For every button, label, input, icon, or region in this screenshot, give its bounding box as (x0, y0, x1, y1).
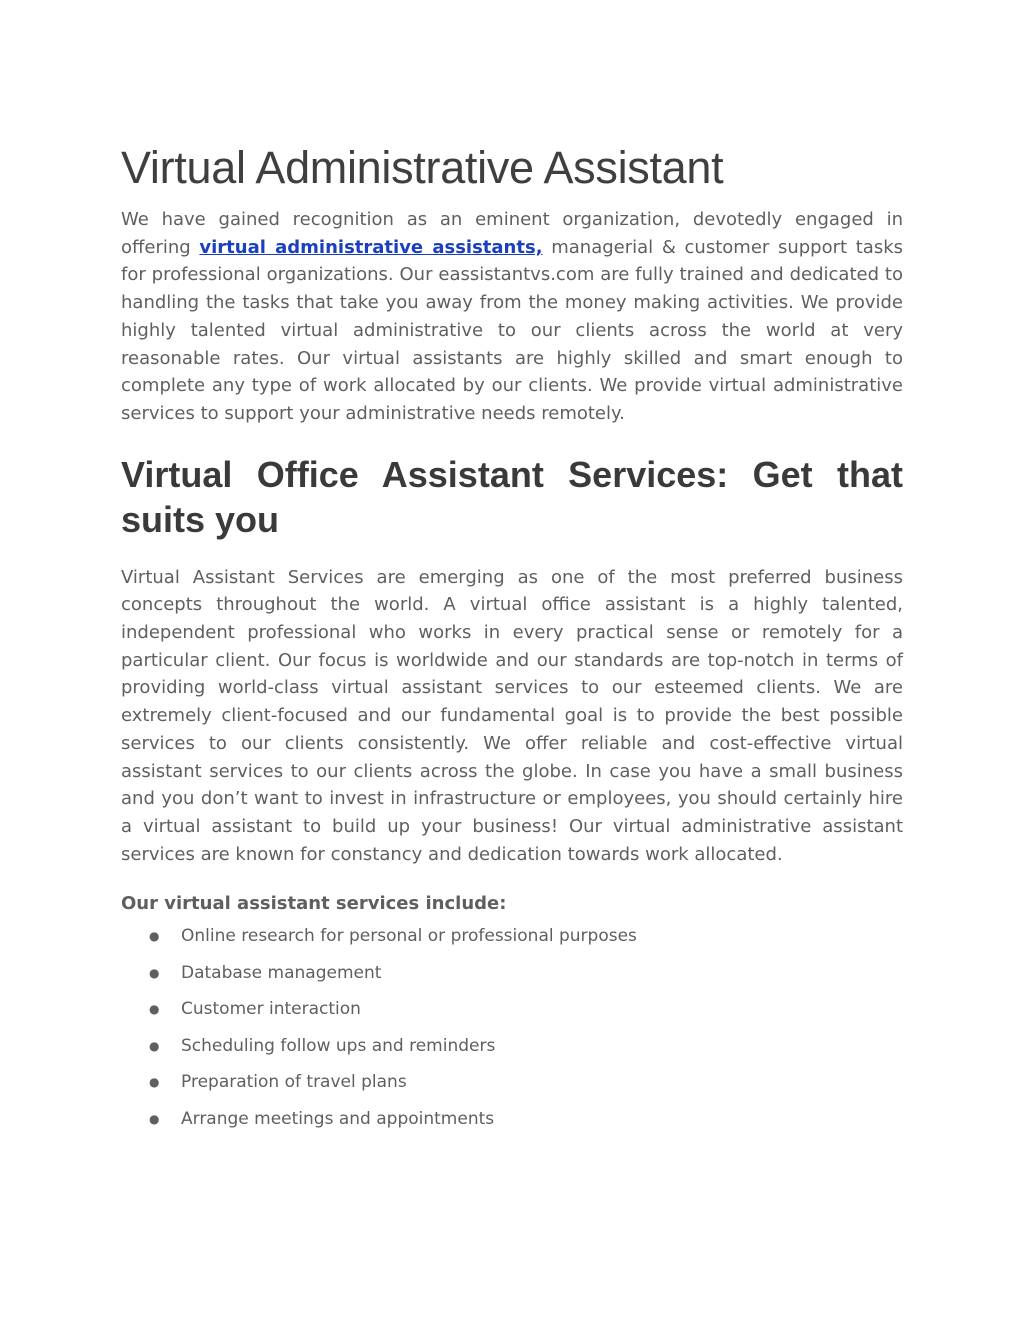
list-item (121, 960, 903, 987)
bullet-icon: ● (149, 1075, 160, 1090)
list-item-label: Database management (181, 962, 382, 983)
services-list (121, 923, 903, 1133)
section-paragraph: Virtual Assistant Services are emerging as one of the most preferred business concepts throughout the world. A virtual office assistant is a highly talented, independent professional who works in every practical sense or remotely for a particular client. Our focus is worldwide and our standards are top-notch in terms of providing world-class virtual assistant services to our esteemed clients. We are extremely client-focused and our fundamental goal is to provide the best possible services to our clients consistently. We offer reliable and cost-effective virtual assistant services to our clients across the globe. In case you have a small business and you don’t want to invest in infrastructure or employees, you should certainly hire a virtual assistant to build up your business! Our virtual administrative assistant services are known for constancy and dedication towards work allocated. (121, 566, 903, 865)
bullet-icon: ● (149, 929, 160, 944)
bullet-icon: ● (149, 1002, 160, 1017)
bullet-icon: ● (149, 1038, 160, 1053)
list-item (121, 1033, 903, 1060)
services-heading: Our virtual assistant services include: (121, 893, 507, 915)
intro-text-before-link: We have gained recognition as an eminent organization, devotedly engaged in offering (121, 209, 903, 258)
list-item-label: Customer interaction (181, 999, 361, 1020)
list-item (121, 1106, 903, 1133)
list-item (121, 996, 903, 1023)
list-item (121, 1069, 903, 1096)
bullet-icon: ● (149, 965, 160, 980)
bullet-icon: ● (149, 1111, 160, 1126)
page-title: Virtual Administrative Assistant (121, 142, 724, 193)
virtual-administrative-assistants-link[interactable]: virtual administrative assistants, (199, 236, 543, 258)
list-item-label: Arrange meetings and appointments (181, 1108, 495, 1129)
list-item-label: Online research for personal or professional purposes (181, 926, 637, 947)
intro-paragraph (121, 206, 903, 428)
document-page (121, 140, 903, 1142)
intro-text-after-link: managerial & customer support tasks for professional organizations. Our eassistantvs.com are fully trained and dedicated to handling the tasks that take you away from the money making activities. We provide highly talented virtual administrative to our clients across the world at very reasonable rates. Our virtual assistants are highly skilled and smart enough to complete any type of work allocated by our clients. We provide virtual administrative services to support your administrative needs remotely. (121, 236, 904, 424)
section-heading: Virtual Office Assistant Services: Get that suits you (121, 453, 903, 540)
list-item (121, 923, 903, 950)
list-item-label: Preparation of travel plans (181, 1072, 407, 1093)
list-item-label: Scheduling follow ups and reminders (181, 1035, 496, 1056)
